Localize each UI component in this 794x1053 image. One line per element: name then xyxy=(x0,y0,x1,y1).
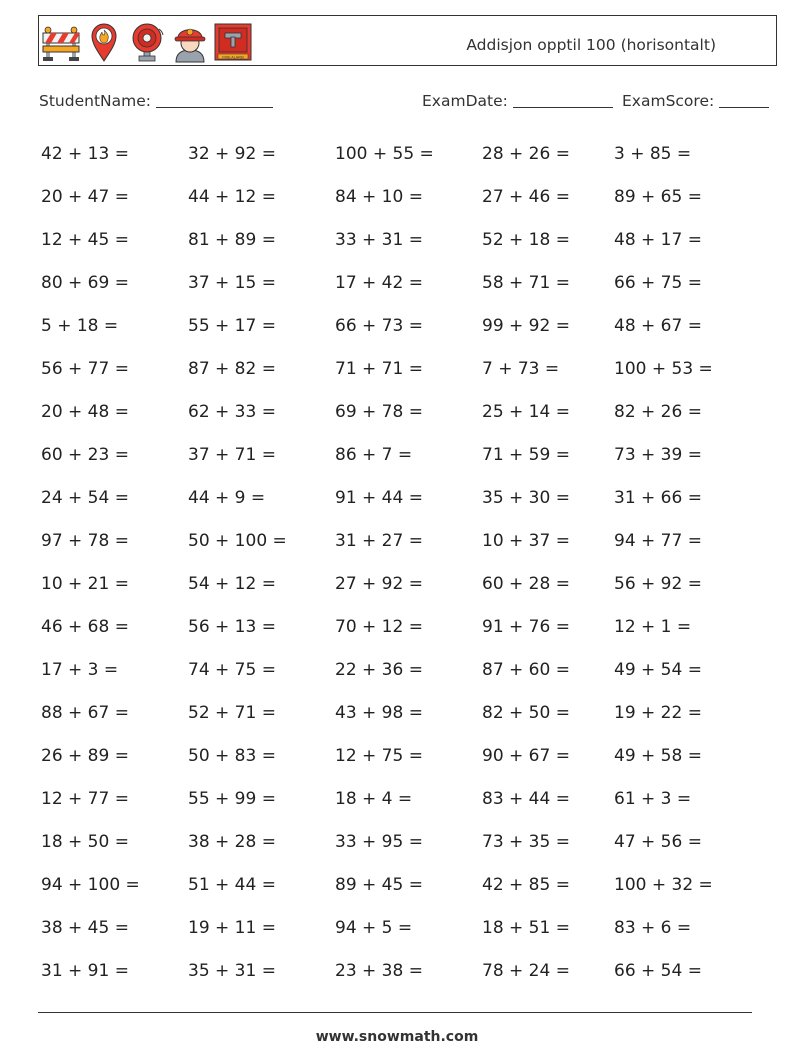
student-name-label: StudentName: xyxy=(39,92,151,110)
addition-problem: 26 + 89 = xyxy=(41,746,129,766)
addition-problem: 19 + 11 = xyxy=(188,918,276,938)
addition-problem: 50 + 83 = xyxy=(188,746,276,766)
addition-problem: 58 + 71 = xyxy=(482,273,570,293)
student-info-row xyxy=(0,92,794,116)
student-name-field[interactable] xyxy=(39,92,273,110)
addition-problem: 31 + 66 = xyxy=(614,488,702,508)
fire-alarm-box-icon xyxy=(213,21,253,63)
problem-row xyxy=(0,311,794,354)
addition-problem: 37 + 15 = xyxy=(188,273,276,293)
addition-problem: 74 + 75 = xyxy=(188,660,276,680)
addition-problem: 61 + 3 = xyxy=(614,789,692,809)
addition-problem: 47 + 56 = xyxy=(614,832,702,852)
addition-problem: 60 + 28 = xyxy=(482,574,570,594)
problem-row xyxy=(0,655,794,698)
addition-problem: 89 + 45 = xyxy=(335,875,423,895)
problem-row xyxy=(0,397,794,440)
addition-problem: 87 + 60 = xyxy=(482,660,570,680)
addition-problem: 19 + 22 = xyxy=(614,703,702,723)
problem-row xyxy=(0,354,794,397)
worksheet-title: Addisjon opptil 100 (horisontalt) xyxy=(466,36,716,54)
problem-row xyxy=(0,182,794,225)
addition-problem: 22 + 36 = xyxy=(335,660,423,680)
addition-problem: 25 + 14 = xyxy=(482,402,570,422)
addition-problem: 89 + 65 = xyxy=(614,187,702,207)
addition-problem: 69 + 78 = xyxy=(335,402,423,422)
addition-problem: 66 + 73 = xyxy=(335,316,423,336)
problem-row xyxy=(0,612,794,655)
addition-problem: 78 + 24 = xyxy=(482,961,570,981)
problem-row xyxy=(0,913,794,956)
addition-problem: 99 + 92 = xyxy=(482,316,570,336)
addition-problem: 12 + 75 = xyxy=(335,746,423,766)
problem-row xyxy=(0,870,794,913)
problem-row xyxy=(0,956,794,999)
fire-location-pin-icon xyxy=(84,21,124,63)
addition-problem: 23 + 38 = xyxy=(335,961,423,981)
addition-problem: 17 + 3 = xyxy=(41,660,119,680)
road-barrier-icon xyxy=(41,21,81,63)
problem-row xyxy=(0,741,794,784)
addition-problem: 94 + 77 = xyxy=(614,531,702,551)
addition-problem: 42 + 85 = xyxy=(482,875,570,895)
problem-row xyxy=(0,784,794,827)
problem-row xyxy=(0,569,794,612)
addition-problem: 90 + 67 = xyxy=(482,746,570,766)
addition-problem: 88 + 67 = xyxy=(41,703,129,723)
addition-problem: 73 + 35 = xyxy=(482,832,570,852)
addition-problem: 3 + 85 = xyxy=(614,144,692,164)
problem-grid xyxy=(0,139,794,999)
addition-problem: 31 + 91 = xyxy=(41,961,129,981)
exam-date-field[interactable] xyxy=(422,92,613,110)
addition-problem: 81 + 89 = xyxy=(188,230,276,250)
addition-problem: 66 + 75 = xyxy=(614,273,702,293)
addition-problem: 62 + 33 = xyxy=(188,402,276,422)
addition-problem: 24 + 54 = xyxy=(41,488,129,508)
worksheet-header xyxy=(38,15,777,66)
addition-problem: 33 + 95 = xyxy=(335,832,423,852)
problem-row xyxy=(0,827,794,870)
addition-problem: 84 + 10 = xyxy=(335,187,423,207)
student-name-blank[interactable] xyxy=(156,93,273,108)
problem-row xyxy=(0,440,794,483)
addition-problem: 12 + 77 = xyxy=(41,789,129,809)
addition-problem: 91 + 44 = xyxy=(335,488,423,508)
addition-problem: 46 + 68 = xyxy=(41,617,129,637)
fire-alarm-bell-icon xyxy=(127,21,167,63)
exam-date-label: ExamDate: xyxy=(422,92,508,110)
addition-problem: 44 + 12 = xyxy=(188,187,276,207)
addition-problem: 12 + 45 = xyxy=(41,230,129,250)
addition-problem: 55 + 17 = xyxy=(188,316,276,336)
addition-problem: 10 + 37 = xyxy=(482,531,570,551)
addition-problem: 54 + 12 = xyxy=(188,574,276,594)
addition-problem: 52 + 18 = xyxy=(482,230,570,250)
addition-problem: 48 + 17 = xyxy=(614,230,702,250)
addition-problem: 56 + 77 = xyxy=(41,359,129,379)
addition-problem: 80 + 69 = xyxy=(41,273,129,293)
addition-problem: 12 + 1 = xyxy=(614,617,692,637)
addition-problem: 51 + 44 = xyxy=(188,875,276,895)
addition-problem: 28 + 26 = xyxy=(482,144,570,164)
addition-problem: 48 + 67 = xyxy=(614,316,702,336)
fire-alarm-box-text: FIRE ALARM xyxy=(222,55,244,60)
addition-problem: 35 + 31 = xyxy=(188,961,276,981)
problem-row xyxy=(0,698,794,741)
addition-problem: 18 + 51 = xyxy=(482,918,570,938)
addition-problem: 49 + 58 = xyxy=(614,746,702,766)
addition-problem: 55 + 99 = xyxy=(188,789,276,809)
addition-problem: 94 + 100 = xyxy=(41,875,140,895)
addition-problem: 97 + 78 = xyxy=(41,531,129,551)
exam-score-label: ExamScore: xyxy=(622,92,715,110)
addition-problem: 7 + 73 = xyxy=(482,359,560,379)
addition-problem: 20 + 48 = xyxy=(41,402,129,422)
addition-problem: 73 + 39 = xyxy=(614,445,702,465)
problem-row xyxy=(0,225,794,268)
exam-score-blank[interactable] xyxy=(719,93,769,108)
firefighter-icon xyxy=(170,21,210,63)
addition-problem: 42 + 13 = xyxy=(41,144,129,164)
addition-problem: 71 + 71 = xyxy=(335,359,423,379)
addition-problem: 35 + 30 = xyxy=(482,488,570,508)
addition-problem: 17 + 42 = xyxy=(335,273,423,293)
addition-problem: 33 + 31 = xyxy=(335,230,423,250)
addition-problem: 91 + 76 = xyxy=(482,617,570,637)
addition-problem: 37 + 71 = xyxy=(188,445,276,465)
addition-problem: 56 + 92 = xyxy=(614,574,702,594)
addition-problem: 70 + 12 = xyxy=(335,617,423,637)
header-icons xyxy=(41,20,256,64)
addition-problem: 86 + 7 = xyxy=(335,445,413,465)
addition-problem: 100 + 55 = xyxy=(335,144,434,164)
addition-problem: 44 + 9 = xyxy=(188,488,266,508)
addition-problem: 83 + 6 = xyxy=(614,918,692,938)
addition-problem: 94 + 5 = xyxy=(335,918,413,938)
addition-problem: 20 + 47 = xyxy=(41,187,129,207)
problem-row xyxy=(0,526,794,569)
addition-problem: 27 + 46 = xyxy=(482,187,570,207)
problem-row xyxy=(0,483,794,526)
addition-problem: 10 + 21 = xyxy=(41,574,129,594)
addition-problem: 100 + 53 = xyxy=(614,359,713,379)
addition-problem: 5 + 18 = xyxy=(41,316,119,336)
footer-divider xyxy=(38,1012,752,1013)
addition-problem: 71 + 59 = xyxy=(482,445,570,465)
addition-problem: 50 + 100 = xyxy=(188,531,287,551)
addition-problem: 18 + 50 = xyxy=(41,832,129,852)
addition-problem: 56 + 13 = xyxy=(188,617,276,637)
addition-problem: 52 + 71 = xyxy=(188,703,276,723)
addition-problem: 60 + 23 = xyxy=(41,445,129,465)
problem-row xyxy=(0,268,794,311)
addition-problem: 27 + 92 = xyxy=(335,574,423,594)
addition-problem: 43 + 98 = xyxy=(335,703,423,723)
addition-problem: 66 + 54 = xyxy=(614,961,702,981)
problem-row xyxy=(0,139,794,182)
addition-problem: 100 + 32 = xyxy=(614,875,713,895)
addition-problem: 87 + 82 = xyxy=(188,359,276,379)
addition-problem: 82 + 26 = xyxy=(614,402,702,422)
addition-problem: 38 + 28 = xyxy=(188,832,276,852)
exam-score-field[interactable] xyxy=(622,92,769,110)
addition-problem: 49 + 54 = xyxy=(614,660,702,680)
addition-problem: 38 + 45 = xyxy=(41,918,129,938)
footer-website: www.snowmath.com xyxy=(315,1029,479,1045)
addition-problem: 82 + 50 = xyxy=(482,703,570,723)
addition-problem: 32 + 92 = xyxy=(188,144,276,164)
addition-problem: 31 + 27 = xyxy=(335,531,423,551)
exam-date-blank[interactable] xyxy=(513,93,613,108)
addition-problem: 83 + 44 = xyxy=(482,789,570,809)
addition-problem: 18 + 4 = xyxy=(335,789,413,809)
